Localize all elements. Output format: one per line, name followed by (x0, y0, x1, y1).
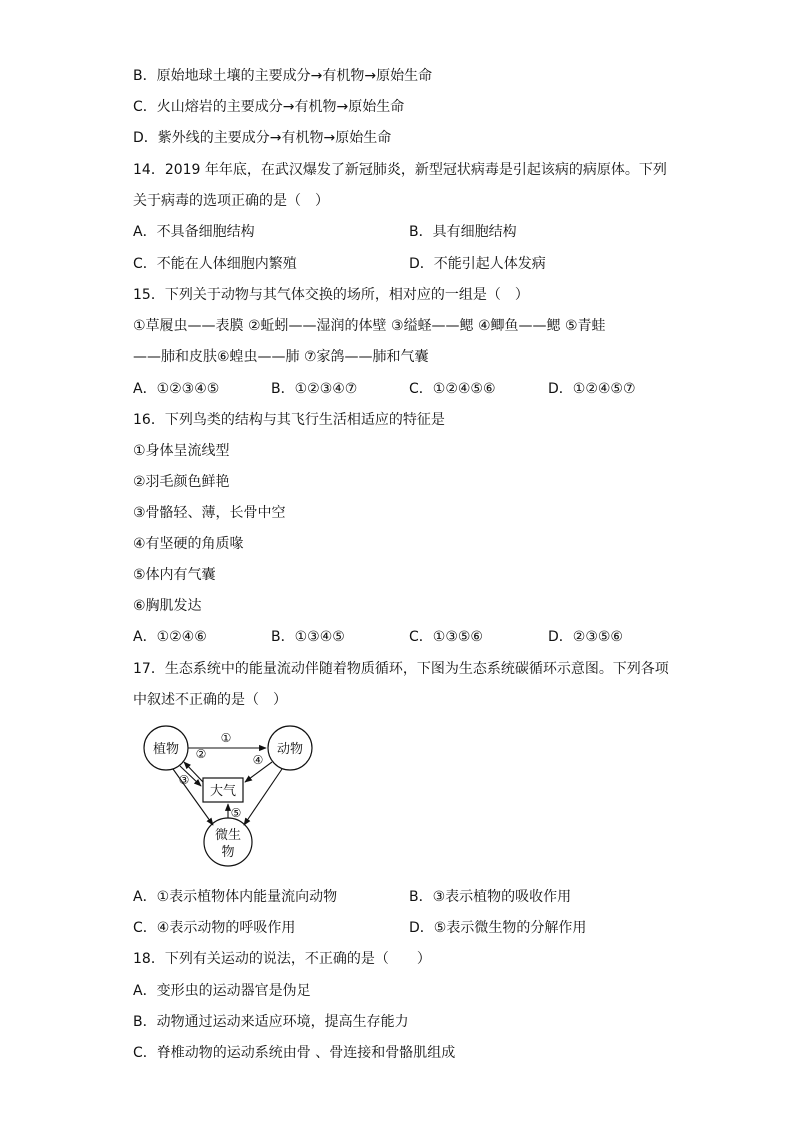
carbon-cycle-diagram (140, 722, 320, 872)
q16-item-2: ②羽毛颜色鲜艳 (133, 474, 230, 490)
q16-option-b: B．①③④⑤ (271, 629, 345, 645)
q14-stem-line-1: 14．2019 年年底，在武汉爆发了新冠肺炎，新型冠状病毒是引起该病的病原体。下列 (133, 162, 667, 178)
microbe-label-line-2: 物 (221, 845, 235, 860)
q14-stem-line-2: 关于病毒的选项正确的是（ ） (133, 193, 329, 209)
q13-option-d: D．紫外线的主要成分→有机物→原始生命 (133, 130, 392, 146)
q17-option-b: B．③表示植物的吸收作用 (409, 889, 572, 905)
q15-list-line-1: ①草履虫——表膜 ②蚯蚓——湿润的体壁 ③缢蛏——鳃 ④鲫鱼——鳃 ⑤青蛙 (133, 318, 606, 334)
q15-stem: 15．下列关于动物与其气体交换的场所，相对应的一组是（ ） (133, 287, 529, 303)
q14-option-b: B．具有细胞结构 (409, 224, 517, 240)
q13-option-b: B．原始地球土壤的主要成分→有机物→原始生命 (133, 68, 433, 84)
q15-option-a: A．①②③④⑤ (133, 381, 220, 397)
q16-item-6: ⑥胸肌发达 (133, 598, 202, 614)
q17-option-a: A．①表示植物体内能量流向动物 (133, 889, 338, 905)
q14-option-d: D．不能引起人体发病 (409, 256, 546, 272)
q18-option-b: B．动物通过运动来适应环境，提高生存能力 (133, 1014, 409, 1030)
q18-stem: 18．下列有关运动的说法，不正确的是（ ） (133, 951, 431, 967)
arrow-number-1: ① (220, 731, 232, 745)
q17-option-c: C．④表示动物的呼吸作用 (133, 920, 296, 936)
q16-option-d: D．②③⑤⑥ (548, 629, 623, 645)
q17-stem-line-1: 17．生态系统中的能量流动伴随着物质循环，下图为生态系统碳循环示意图。下列各项 (133, 661, 669, 677)
q16-stem: 16．下列鸟类的结构与其飞行生活相适应的特征是 (133, 412, 445, 428)
q16-item-5: ⑤体内有气囊 (133, 567, 216, 583)
q14-option-c: C．不能在人体细胞内繁殖 (133, 256, 297, 272)
q14-option-a: A．不具备细胞结构 (133, 224, 255, 240)
animal-label: 动物 (276, 742, 304, 757)
atmosphere-label: 大气 (209, 784, 237, 799)
q16-option-a: A．①②④⑥ (133, 629, 207, 645)
q15-list-line-2: ——肺和皮肤⑥蝗虫——肺 ⑦家鸽——肺和气囊 (133, 349, 429, 365)
arrow-number-4: ④ (252, 753, 264, 767)
q13-option-c: C．火山熔岩的主要成分→有机物→原始生命 (133, 99, 405, 115)
arrow-number-5: ⑤ (230, 806, 242, 820)
q16-option-c: C．①③⑤⑥ (409, 629, 483, 645)
q16-item-3: ③骨骼轻、薄，长骨中空 (133, 505, 286, 521)
q17-stem-line-2: 中叙述不正确的是（ ） (133, 692, 287, 708)
microbe-label-line-1: 微生 (214, 828, 242, 843)
plant-label: 植物 (152, 742, 180, 757)
q17-option-d: D．⑤表示微生物的分解作用 (409, 920, 587, 936)
q16-item-4: ④有坚硬的角质喙 (133, 536, 244, 552)
q18-option-a: A．变形虫的运动器官是伪足 (133, 983, 311, 999)
q15-option-d: D．①②④⑤⑦ (548, 381, 636, 397)
q16-item-1: ①身体呈流线型 (133, 443, 230, 459)
q18-option-c: C．脊椎动物的运动系统由骨 、骨连接和骨骼肌组成 (133, 1045, 456, 1061)
arrow-animal-to-microbe (244, 769, 282, 825)
q15-option-c: C．①②④⑤⑥ (409, 381, 496, 397)
arrow-number-3: ③ (178, 773, 190, 787)
q15-option-b: B．①②③④⑦ (271, 381, 358, 397)
arrow-number-2: ② (195, 747, 207, 761)
